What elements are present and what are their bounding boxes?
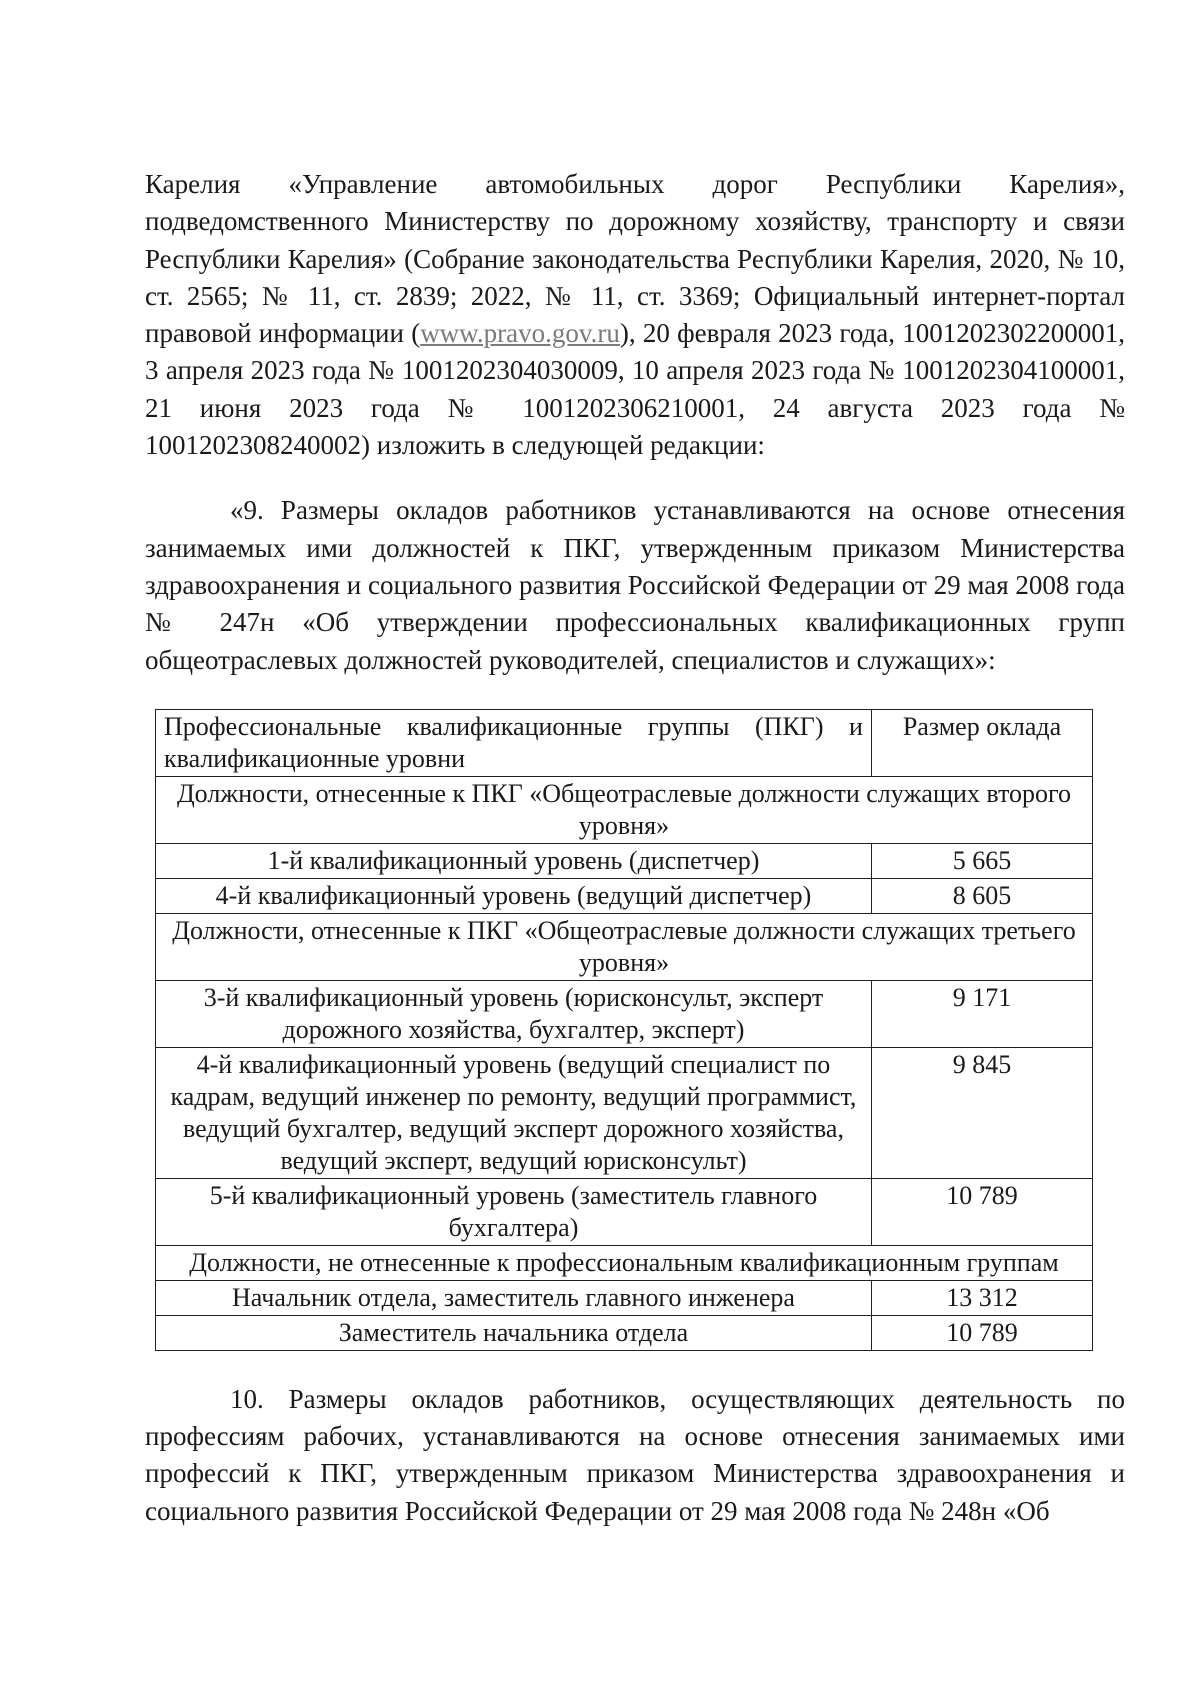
table-header-row [156,709,1093,776]
document-page [145,166,1125,1530]
table-group-row [156,913,1093,980]
position-label-cell: 4-й квалификационный уровень (ведущий диспетчер) [156,878,872,913]
position-label-cell: 3-й квалификационный уровень (юрисконсульт, эксперт дорожного хозяйства, бухгалтер, эксперт) [156,980,872,1047]
group-heading-cell: Должности, отнесенные к ПКГ «Общеотраслевые должности служащих третьего уровня» [156,913,1093,980]
intro-paragraph [145,166,1125,464]
table-row [156,1280,1093,1315]
salary-value-cell: 9 171 [871,980,1092,1047]
salary-table [155,709,1093,1351]
spacer [145,1351,1125,1381]
table-row [156,1315,1093,1350]
header-cell-groups: Профессиональные квалификационные группы (ПКГ) и квалификационные уровни [156,709,872,776]
intro-text: Карелия «Управление автомобильных дорог Республики Карелия», подведомственного Министерству по дорожному хозяйству, транспорту и связи Республики Карелия» (Собрание законодательства Республики Карелия, 2020, № 10, ст. 2565; № 11, ст. 2839; 2022, № 11, ст. 3369; Официальный интернет-портал правовой информации ( [145,169,1125,349]
group-heading-cell: Должности, не отнесенные к профессиональным квалификационным группам [156,1245,1093,1280]
salary-value-cell: 13 312 [871,1280,1092,1315]
table-row [156,878,1093,913]
salary-value-cell: 8 605 [871,878,1092,913]
salary-value-cell: 10 789 [871,1315,1092,1350]
intro-text-tail: ), 20 февраля 2023 года, 1001202302200001, 3 апреля 2023 года № 1001202304030009, 10 апреля 2023 года № 1001202304100001, 21 июня 2023 года № 1001202306210001, 24 августа 2023 года № 1001202308240002) изложить в следующей редакции: [145,318,1125,461]
table-row [156,843,1093,878]
paragraph-10: 10. Размеры окладов работников, осуществляющих деятельность по профессиям рабочих, устанавливаются на основе отнесения занимаемых ими профессий к ПКГ, утвержденным приказом Министерства здравоохранения и социального развития Российской Федерации от 29 мая 2008 года № 248н «Об [145,1383,1125,1526]
spacer [145,464,1125,492]
position-label-cell: Заместитель начальника отдела [156,1315,872,1350]
paragraph-9: «9. Размеры окладов работников устанавливаются на основе отнесения занимаемых ими должностей к ПКГ, утвержденным приказом Министерства здравоохранения и социального развития Российской Федерации от 29 мая 2008 года № 247н «Об утверждении профессиональных квалификационных групп общеотраслевых должностей руководителей, специалистов и служащих»: [145,495,1125,675]
salary-value-cell: 5 665 [871,843,1092,878]
table-group-row [156,776,1093,843]
header-cell-salary: Размер оклада [871,709,1092,776]
pravo-link[interactable]: www.pravo.gov.ru [420,318,620,349]
position-label-cell: 5-й квалификационный уровень (заместитель главного бухгалтера) [156,1178,872,1245]
salary-value-cell: 10 789 [871,1178,1092,1245]
salary-value-cell: 9 845 [871,1047,1092,1178]
table-row [156,980,1093,1047]
spacer [145,679,1125,709]
group-heading-cell: Должности, отнесенные к ПКГ «Общеотраслевые должности служащих второго уровня» [156,776,1093,843]
position-label-cell: 4-й квалификационный уровень (ведущий специалист по кадрам, ведущий инженер по ремонту, ведущий программист, ведущий бухгалтер, ведущий эксперт дорожного хозяйства, ведущий эксперт, ведущий юрисконсульт) [156,1047,872,1178]
table-row [156,1047,1093,1178]
table-row [156,1178,1093,1245]
table-group-row [156,1245,1093,1280]
position-label-cell: 1-й квалификационный уровень (диспетчер) [156,843,872,878]
position-label-cell: Начальник отдела, заместитель главного инженера [156,1280,872,1315]
